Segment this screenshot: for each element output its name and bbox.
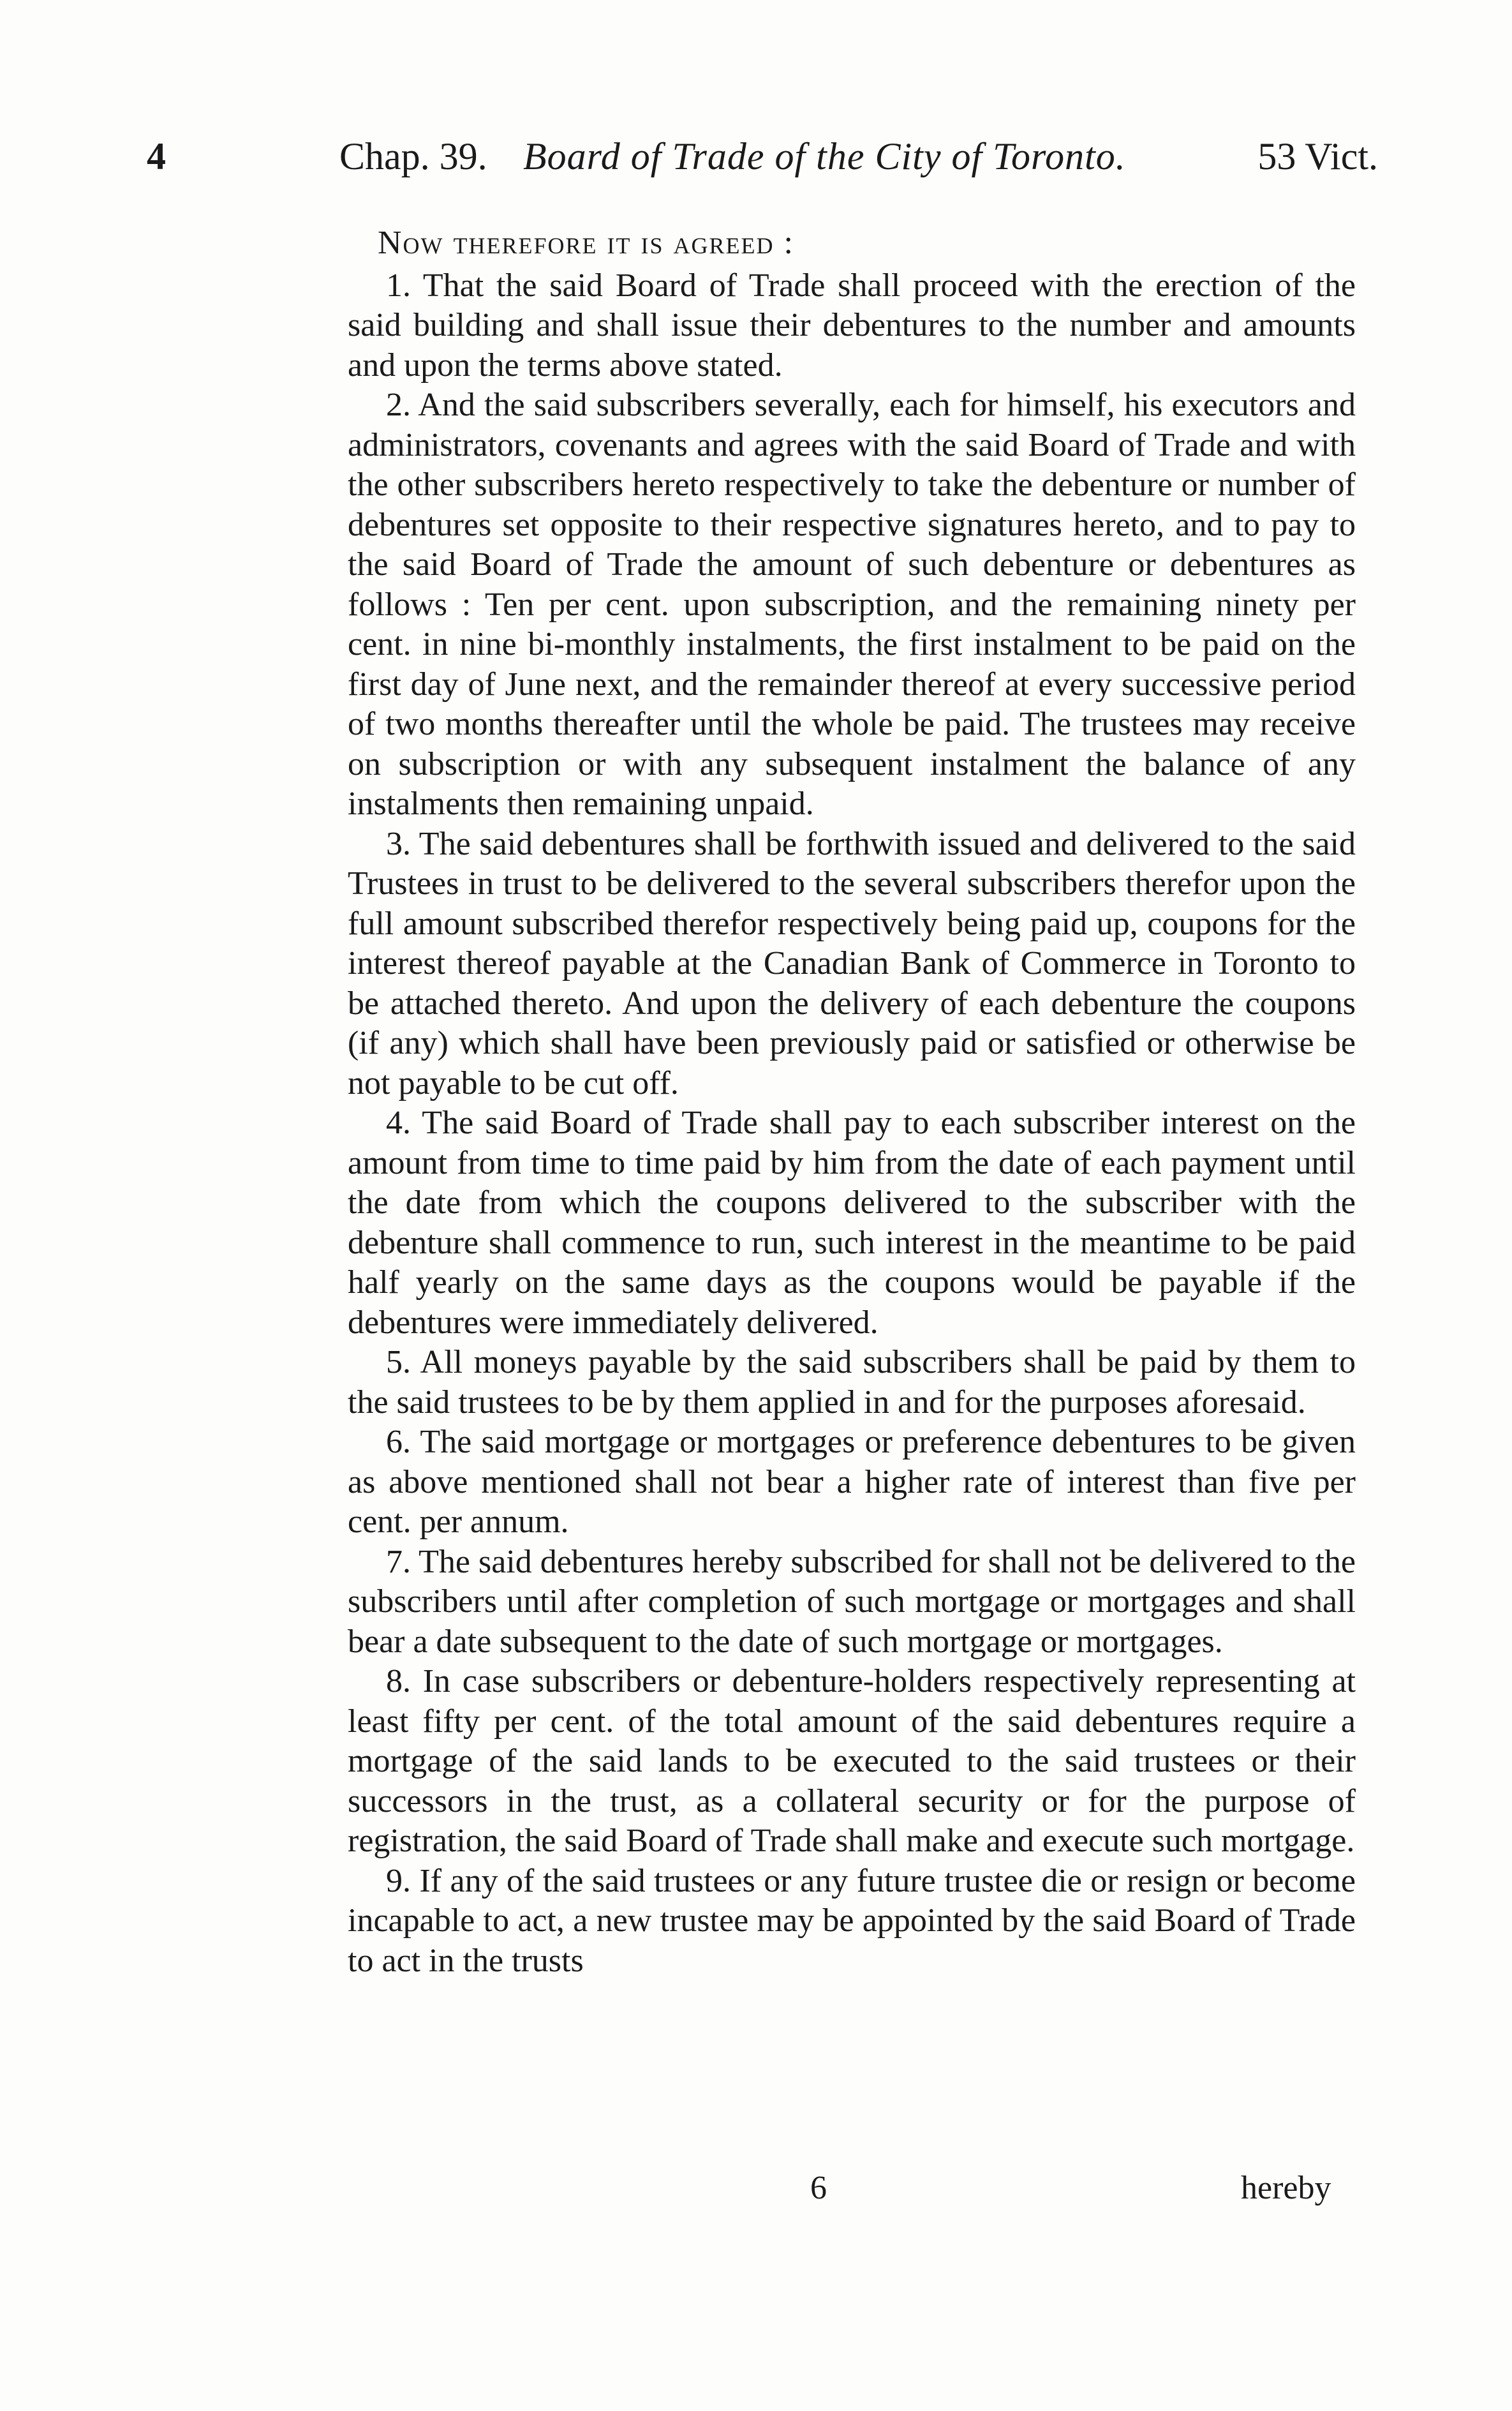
clause-3: 3. The said debentures shall be forthwith issued and delivered to the said Trustees in trust to be delivered to the several subscribers therefor upon the full amount subscribed therefor respectively being paid up, coupons for the interest thereof payable at the Canadian Bank of Commerce in Toronto to be attached thereto. And upon the delivery of each debenture the coupons (if any) which shall have been previously paid or satisfied or otherwise be not payable to be cut off.	[348, 825, 1356, 1101]
signature-mark: 6	[810, 2170, 827, 2206]
regnal-year: 53 Vict.	[1257, 135, 1378, 177]
clause-9: 9. If any of the said trustees or any future trustee die or resign or become incapable to act, a new trustee may be appointed by the said Board of Trade to act in the trusts	[348, 1862, 1356, 1979]
clause-4: 4. The said Board of Trade shall pay to each subscriber interest on the amount from time to time paid by him from the date of each payment until the date from which the coupons delivered to the subscriber with the debenture shall commence to run, such interest in the meantime to be paid half yearly on the same days as the coupons would be payable if the debentures were immediately delivered.	[348, 1105, 1356, 1341]
statute-body	[348, 223, 1356, 1981]
page-number: 4	[147, 135, 166, 177]
clause-8: 8. In case subscribers or debenture-holders respectively representing at least fifty per cent. of the total amount of the said debentures require a mortgage of the said lands to be executed to the said trustees or their successors in the trust, as a collateral security or for the purpose of registration, the said Board of Trade shall make and execute such mortgage.	[348, 1663, 1356, 1859]
clause-2: 2. And the said subscribers severally, each for himself, his executors and administrators, covenants and agrees with the said Board of Trade and with the other subscribers hereto respectively to take the debenture or number of debentures set opposite to their respective signatures hereto, and to pay to the said Board of Trade the amount of such debenture or debentures as follows : Ten per cent. upon subscription, and the remaining ninety per cent. in nine bi-monthly instalments, the first instalment to be paid on the first day of June next, and the remainder thereof at every successive period of two months thereafter until the whole be paid. The trustees may receive on subscription or with any subsequent instalment the balance of any instalments then remaining unpaid.	[348, 387, 1356, 822]
clause-1: 1. That the said Board of Trade shall proceed with the erection of the said building and shall issue their debentures to the number and amounts and upon the terms above stated.	[348, 267, 1356, 384]
preamble: Now therefore it is agreed :	[378, 225, 794, 261]
clause-6: 6. The said mortgage or mortgages or preference debentures to be given as above mentioned shall not bear a higher rate of interest than five per cent. per annum.	[348, 1424, 1356, 1540]
running-header	[147, 131, 1378, 182]
clause-5: 5. All moneys payable by the said subscribers shall be paid by them to the said trustees to be by them applied in and for the purposes aforesaid.	[348, 1344, 1356, 1421]
act-title: Board of Trade of the City of Toronto.	[523, 135, 1126, 177]
catchword: hereby	[1241, 2170, 1331, 2206]
chapter-label: Chap. 39.	[339, 135, 487, 177]
clause-7: 7. The said debentures hereby subscribed for shall not be delivered to the subscribers until after completion of such mortgage or mortgages and shall bear a date subsequent to the date of such mortgage or mortgages.	[348, 1543, 1356, 1660]
